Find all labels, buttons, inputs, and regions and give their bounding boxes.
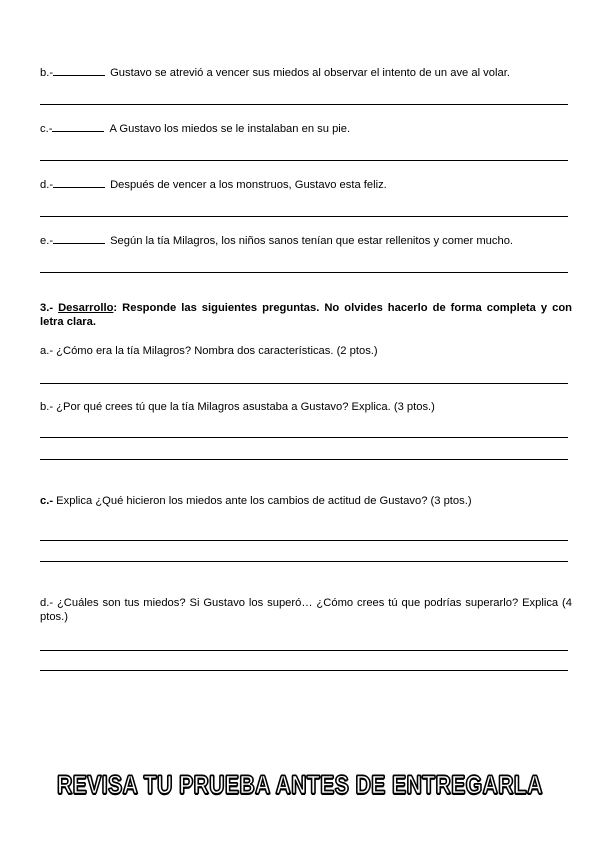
question-d: [40, 596, 572, 624]
answer-line-qd-2[interactable]: [40, 670, 568, 671]
question-a-text: ¿Cómo era la tía Milagros? Nombra dos características. (2 ptos.): [56, 345, 378, 357]
answer-line-b[interactable]: [40, 104, 568, 105]
section3-title: Desarrollo: [58, 302, 114, 314]
statement-b-prefix: b.-: [40, 67, 54, 79]
question-c-text: Explica ¿Qué hicieron los miedos ante los cambios de actitud de Gustavo? (3 ptos.): [56, 495, 472, 507]
statement-e: [40, 233, 572, 248]
answer-line-c[interactable]: [40, 160, 568, 161]
answer-line-qc-1[interactable]: [40, 540, 568, 541]
statement-b: [40, 65, 572, 80]
statement-d: [40, 177, 572, 192]
statement-d-prefix: d.-: [40, 179, 54, 191]
question-c: [40, 494, 572, 508]
answer-line-e[interactable]: [40, 272, 568, 273]
answer-line-qa-1[interactable]: [40, 383, 568, 384]
section3-instruction: : Responde las siguientes preguntas. No olvides hacerlo de forma completa y con letra clara.: [40, 302, 572, 328]
answer-line-qb-1[interactable]: [40, 437, 568, 438]
statement-e-prefix: e.-: [40, 235, 54, 247]
statement-c: [40, 121, 572, 136]
question-b-prefix: b.-: [40, 401, 54, 413]
statement-e-text: Según la tía Milagros, los niños sanos tenían que estar rellenitos y comer mucho.: [110, 235, 514, 247]
question-b: [40, 400, 572, 414]
answer-line-qc-2[interactable]: [40, 561, 568, 562]
question-b-text: ¿Por qué crees tú que la tía Milagros asustaba a Gustavo? Explica. (3 ptos.): [56, 401, 435, 413]
section3-number: 3.-: [40, 302, 54, 314]
question-d-prefix: d.-: [40, 597, 54, 609]
statement-c-text: A Gustavo los miedos se le instalaban en su pie.: [109, 123, 351, 135]
answer-line-qb-2[interactable]: [40, 459, 568, 460]
section3-heading: [40, 301, 572, 329]
footer-reminder: REVISA TU PRUEBA ANTES DE ENTREGARLA: [57, 771, 543, 800]
statement-b-text: Gustavo se atrevió a vencer sus miedos al observar el intento de un ave al volar.: [110, 67, 510, 79]
statement-c-prefix: c.-: [40, 123, 53, 135]
answer-line-qd-1[interactable]: [40, 650, 568, 651]
question-a-prefix: a.-: [40, 345, 54, 357]
answer-line-d[interactable]: [40, 216, 568, 217]
question-d-text: ¿Cuáles son tus miedos? Si Gustavo los superó… ¿Cómo crees tú que podrías superarlo? Explica (4 ptos.): [40, 597, 572, 623]
statement-b-blank[interactable]: [53, 65, 105, 76]
statement-d-blank[interactable]: [53, 177, 105, 188]
question-c-prefix: c.-: [40, 495, 54, 507]
statement-d-text: Después de vencer a los monstruos, Gustavo esta feliz.: [110, 179, 387, 191]
statement-c-blank[interactable]: [52, 121, 104, 132]
question-a: [40, 344, 572, 358]
statement-e-blank[interactable]: [53, 233, 105, 244]
